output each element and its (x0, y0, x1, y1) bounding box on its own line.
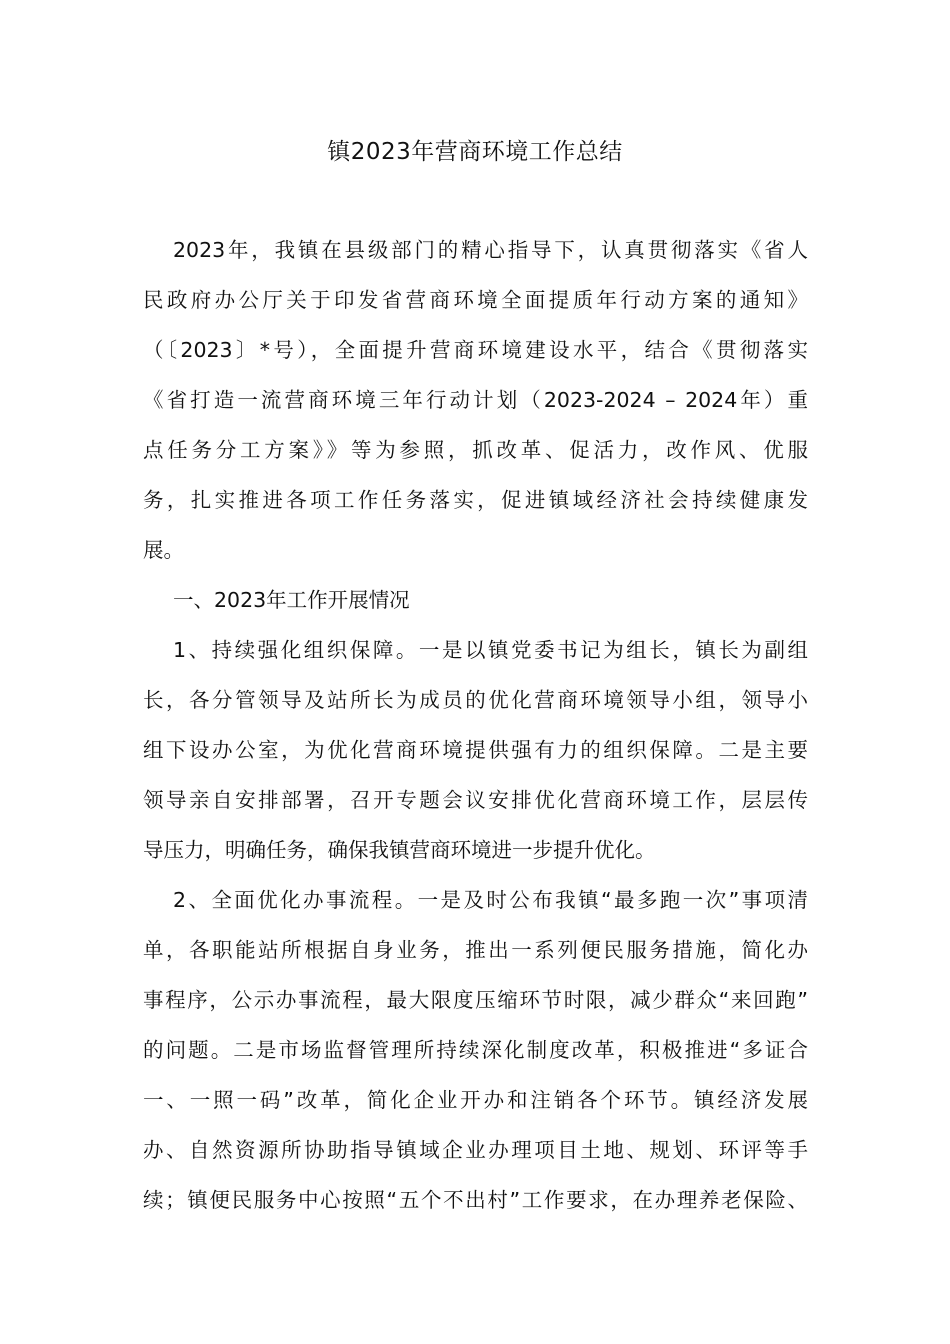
text-line: 长，各分管领导及站所长为成员的优化营商环境领导小组，领导小 (143, 688, 808, 712)
text-line: （〔2023〕*号），全面提升营商环境建设水平，结合《贯彻落实 (143, 338, 808, 362)
text-line: 1、持续强化组织保障。一是以镇党委书记为组长，镇长为副组 (173, 638, 808, 662)
text-line: 办、自然资源所协助指导镇域企业办理项目土地、规划、环评等手 (143, 1138, 808, 1162)
document-title: 镇2023年营商环境工作总结 (327, 139, 623, 165)
text-line: 续；镇便民服务中心按照“五个不出村”工作要求，在办理养老保险、 (143, 1188, 808, 1212)
text-line: 展。 (143, 538, 184, 562)
text-line: 的问题。二是市场监督管理所持续深化制度改革，积极推进“多证合 (143, 1038, 808, 1062)
text-line: 点任务分工方案》》等为参照，抓改革、促活力，改作风、优服 (143, 438, 808, 462)
document-body (143, 225, 808, 1225)
text-line: 组下设办公室，为优化营商环境提供强有力的组织保障。二是主要 (143, 738, 808, 762)
text-line: 《省打造一流营商环境三年行动计划（2023-2024 – 2024年）重 (143, 388, 808, 412)
text-line: 民政府办公厅关于印发省营商环境全面提质年行动方案的通知》 (143, 288, 808, 312)
text-line: 2023年，我镇在县级部门的精心指导下，认真贯彻落实《省人 (173, 238, 808, 262)
text-line: 单，各职能站所根据自身业务，推出一系列便民服务措施，简化办 (143, 938, 808, 962)
text-line: 务，扎实推进各项工作任务落实，促进镇域经济社会持续健康发 (143, 488, 808, 512)
text-line: 一、一照一码”改革，简化企业开办和注销各个环节。镇经济发展 (143, 1088, 808, 1112)
text-line: 导压力，明确任务，确保我镇营商环境进一步提升优化。 (143, 838, 656, 862)
text-line: 一、2023年工作开展情况 (173, 588, 410, 612)
text-line: 2、全面优化办事流程。一是及时公布我镇“最多跑一次”事项清 (173, 888, 808, 912)
text-line: 领导亲自安排部署，召开专题会议安排优化营商环境工作，层层传 (143, 788, 808, 812)
text-line: 事程序，公示办事流程，最大限度压缩环节时限，减少群众“来回跑” (143, 988, 808, 1012)
